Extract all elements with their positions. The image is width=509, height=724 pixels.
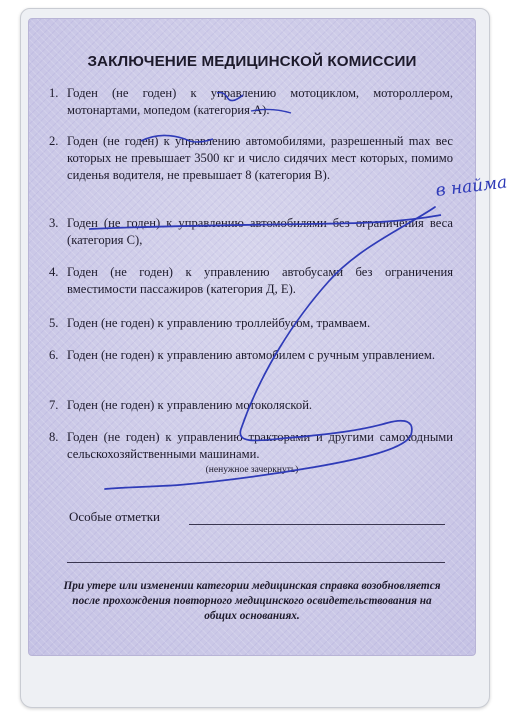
item-number: 3. (49, 216, 59, 230)
list-item (49, 215, 453, 249)
item-text: Годен (не годен) к управлению мотоциклом, мотороллером, мотонартами, мопедом (категория А). (67, 86, 453, 117)
item-number: 5. (49, 316, 59, 330)
list-item (49, 264, 453, 298)
blank-line (67, 562, 445, 563)
item-number: 7. (49, 398, 59, 412)
item-text: Годен (не годен) к управлению тракторами и другими самоходными сельскохозяйственными машинами. (67, 430, 453, 461)
document-title: ЗАКЛЮЧЕНИЕ МЕДИЦИНСКОЙ КОМИССИИ (87, 53, 417, 70)
list-item (49, 347, 453, 364)
strike-note: (ненужное зачеркнуть) (205, 465, 299, 475)
list-item (49, 429, 453, 463)
item-text: Годен (не годен) к управлению автомобилем с ручным управлением. (67, 348, 436, 362)
list-item (49, 85, 453, 119)
item-number: 1. (49, 86, 59, 100)
list-item (49, 315, 453, 332)
medical-certificate-card (28, 18, 509, 656)
item-text: Годен (не годен) к управлению мотоколяской. (67, 398, 313, 412)
item-number: 2. (49, 134, 59, 148)
footer-note: При утере или изменении категории медицинская справка возобновляется после прохождения повторного медицинского освидетельствования на общих основаниях. (63, 580, 441, 622)
item-text: Годен (не годен) к управлению автомобилями без ограничения веса (категория С), (67, 216, 453, 247)
list-item (49, 133, 453, 184)
item-number: 6. (49, 348, 59, 362)
item-text: Годен (не годен) к управлению автобусами без ограничения вместимости пассажиров (категория Д, Е). (67, 265, 453, 296)
special-marks-line (189, 524, 445, 525)
item-text: Годен (не годен) к управлению троллейбусом, трамваем. (67, 316, 371, 330)
special-marks-label: Особые отметки (69, 509, 160, 524)
list-item (49, 397, 453, 414)
item-number: 8. (49, 430, 59, 444)
item-number: 4. (49, 265, 59, 279)
handwritten-note: в найма (434, 172, 509, 201)
item-text: Годен (не годен) к управлению автомобилями, разрешенный max вес которых не превышает 3500 кг и число сидячих мест которых, помимо сиденья водителя, не превышает 8 (категория В). (67, 134, 453, 182)
